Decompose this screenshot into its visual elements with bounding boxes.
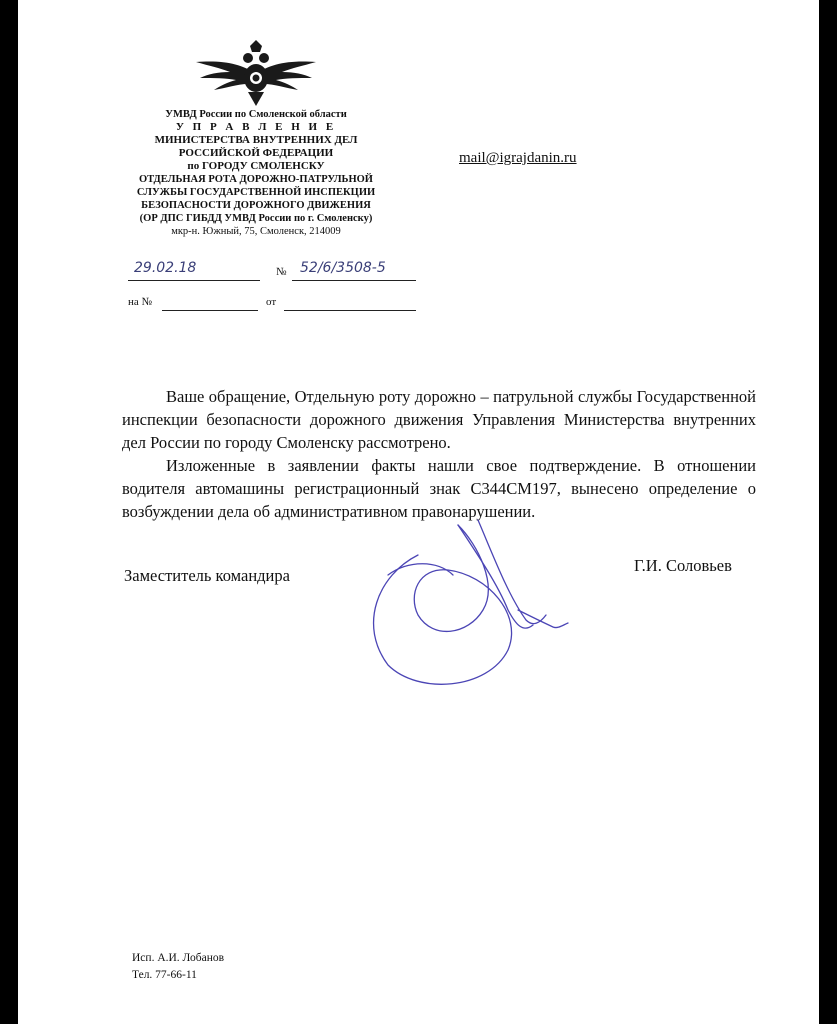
ref-number-underline bbox=[162, 292, 258, 311]
header-line: БЕЗОПАСНОСТИ ДОРОЖНОГО ДВИЖЕНИЯ bbox=[141, 200, 371, 211]
letter-body bbox=[122, 385, 756, 523]
recipient-email: mail@igrajdanin.ru bbox=[459, 150, 577, 166]
executor-phone: Тел. 77-66-11 bbox=[132, 969, 197, 981]
double-headed-eagle-emblem bbox=[190, 38, 322, 108]
header-line: (ОР ДПС ГИБДД УМВД России по г. Смоленску) bbox=[139, 213, 373, 224]
date-underline bbox=[128, 262, 260, 281]
executor-info bbox=[132, 950, 224, 984]
handwritten-signature bbox=[358, 515, 578, 695]
sender-header bbox=[118, 108, 394, 238]
header-line: РОССИЙСКОЙ ФЕДЕРАЦИИ bbox=[178, 147, 334, 159]
ref-from-label: от bbox=[266, 296, 277, 308]
ref-number-label: на № bbox=[128, 296, 153, 308]
number-underline bbox=[292, 262, 416, 281]
handwritten-date: 29.02.18 bbox=[134, 260, 197, 276]
signatory-name: Г.И. Соловьев bbox=[634, 556, 732, 575]
body-paragraph: Изложенные в заявлении факты нашли свое подтверждение. В отношении водителя автомашины регистрационный знак С344СМ197, вынесено определение о возбуждении дела об административном правонарушении. bbox=[122, 456, 756, 521]
ref-date-underline bbox=[284, 292, 416, 311]
number-label: № bbox=[276, 266, 287, 278]
letter-page bbox=[18, 0, 819, 1024]
header-line: УМВД России по Смоленской области bbox=[165, 109, 347, 120]
header-line: ОТДЕЛЬНАЯ РОТА ДОРОЖНО-ПАТРУЛЬНОЙ bbox=[139, 174, 373, 185]
reference-line bbox=[118, 292, 418, 314]
signatory-title: Заместитель командира bbox=[124, 566, 290, 585]
header-line: МИНИСТЕРСТВА ВНУТРЕННИХ ДЕЛ bbox=[154, 134, 358, 146]
header-line: У П Р А В Л Е Н И Е bbox=[175, 121, 337, 133]
header-line: СЛУЖБЫ ГОСУДАРСТВЕННОЙ ИНСПЕКЦИИ bbox=[136, 187, 376, 198]
executor-name: Исп. А.И. Лобанов bbox=[132, 952, 225, 964]
body-paragraph: Ваше обращение, Отдельную роту дорожно – патрульной службы Государственной инспекции безопасности дорожного движения Управления Министерства внутренних дел России по городу Смоленску рассмотрено. bbox=[122, 387, 756, 452]
outgoing-registration-line bbox=[118, 262, 418, 284]
handwritten-number: 52/6/3508-5 bbox=[300, 260, 386, 276]
header-address: мкр-н. Южный, 75, Смоленск, 214009 bbox=[171, 226, 341, 237]
header-line: по ГОРОДУ СМОЛЕНСКУ bbox=[187, 160, 325, 172]
